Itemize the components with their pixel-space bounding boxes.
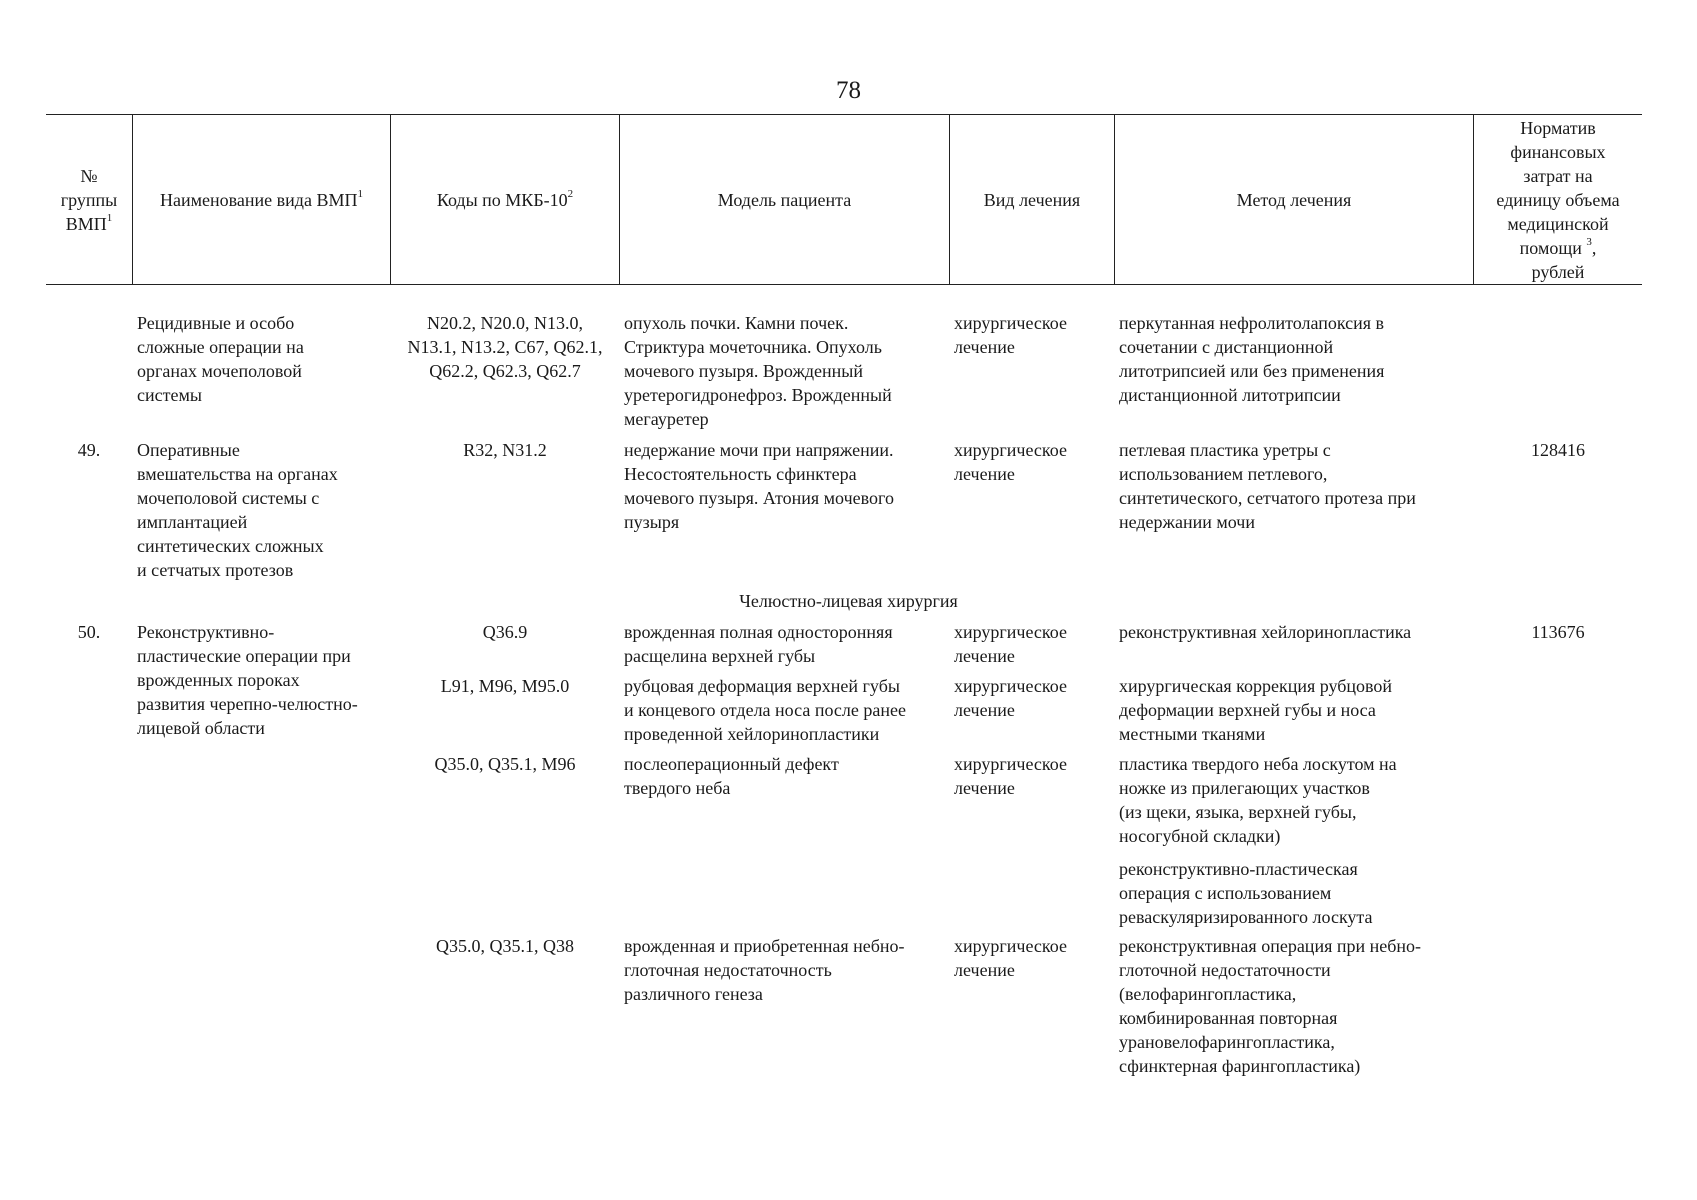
row-treatment-method — [1119, 311, 1471, 407]
cell-line: органах мочеполовой — [137, 361, 302, 381]
cell-line: хирургическое — [954, 622, 1067, 642]
row-patient-model — [624, 311, 946, 431]
cell-line: ножке из прилегающих участков — [1119, 778, 1370, 798]
cell-line: лечение — [954, 778, 1015, 798]
header-financial-norm — [1474, 115, 1642, 284]
row-treatment-type — [954, 311, 1112, 359]
cell-line: проведенной хейлоринопластики — [624, 724, 880, 744]
cell-line: использованием петлевого, — [1119, 464, 1328, 484]
row-financial-norm: 128416 — [1531, 440, 1585, 460]
row-group-number: 50. — [77, 622, 101, 642]
cell-line: системы — [137, 385, 202, 405]
cell-line: Q62.2, Q62.3, Q62.7 — [429, 361, 581, 381]
cell-line: пластика твердого неба лоскутом на — [1119, 754, 1397, 774]
cell-line: сфинктерная фарингопластика) — [1119, 1056, 1361, 1076]
cell-line: Несостоятельность сфинктера — [624, 464, 857, 484]
cell-line: лечение — [954, 960, 1015, 980]
cell-line: хирургическое — [954, 936, 1067, 956]
cell-line: недержание мочи при напряжении. — [624, 440, 894, 460]
cell-line: R32, N31.2 — [463, 440, 547, 460]
row-treatment-method — [1119, 752, 1471, 848]
cell-line: N20.2, N20.0, N13.0, — [427, 313, 583, 333]
cell-line: послеоперационный дефект — [624, 754, 839, 774]
row-patient-model — [624, 620, 946, 668]
cell-line: Q35.0, Q35.1, Q38 — [436, 936, 574, 956]
cell-line: лицевой области — [137, 718, 265, 738]
cell-line: комбинированная повторная — [1119, 1008, 1338, 1028]
cell-line: реконструктивная хейлоринопластика — [1119, 622, 1412, 642]
cell-line: уретерогидронефроз. Врожденный — [624, 385, 892, 405]
cell-line: (из щеки, языка, верхней губы, — [1119, 802, 1357, 822]
row-treatment-method-alt — [1119, 857, 1471, 929]
row-treatment-type — [954, 934, 1112, 982]
cell-line: урановелофарингопластика, — [1119, 1032, 1335, 1052]
cell-line: литотрипсией или без применения — [1119, 361, 1385, 381]
cell-line: (велофарингопластика, — [1119, 984, 1297, 1004]
row-treatment-method — [1119, 620, 1471, 644]
cell-line: петлевая пластика уретры с — [1119, 440, 1331, 460]
cell-line: хирургическое — [954, 313, 1067, 333]
row-treatment-type — [954, 438, 1112, 486]
footnote-mark: 1 — [357, 187, 363, 200]
cell-line: расщелина верхней губы — [624, 646, 816, 666]
header-text: рублей — [1531, 261, 1585, 282]
cell-line: Рецидивные и особо — [137, 313, 295, 333]
row-treatment-type — [954, 674, 1112, 722]
header-text: Наименование вида ВМП — [160, 189, 358, 210]
row-patient-model — [624, 752, 946, 800]
cell-line: и сетчатых протезов — [137, 560, 294, 580]
header-icd-codes — [391, 115, 619, 284]
row-icd-codes — [391, 311, 619, 383]
header-text: Вид лечения — [983, 189, 1081, 210]
row-vmp-name — [137, 620, 387, 740]
cell-line: перкутанная нефролитолапоксия в — [1119, 313, 1385, 333]
cell-line: Оперативные — [137, 440, 240, 460]
header-text: ВМП — [65, 213, 107, 234]
cell-line: хирургическое — [954, 754, 1067, 774]
cell-line: реконструктивная операция при небно- — [1119, 936, 1422, 956]
header-text: группы — [60, 189, 118, 210]
header-text — [61, 212, 118, 236]
cell-line: врожденных пороках — [137, 670, 300, 690]
cell-line: недержании мочи — [1119, 512, 1255, 532]
cell-line: Q36.9 — [482, 622, 528, 642]
header-text: Метод лечения — [1236, 189, 1352, 210]
cell-line: деформации верхней губы и носа — [1119, 700, 1376, 720]
cell-line: местными тканями — [1119, 724, 1266, 744]
cell-line: хирургическое — [954, 440, 1067, 460]
footnote-mark: 3 — [1586, 235, 1592, 248]
cell-line: мегауретер — [624, 409, 709, 429]
cell-line: операция с использованием — [1119, 883, 1332, 903]
cell-line: синтетических сложных — [137, 536, 324, 556]
cell-line: L91, M96, M95.0 — [440, 676, 570, 696]
header-text: затрат на — [1523, 165, 1593, 186]
header-treatment-type — [950, 115, 1114, 284]
cell-line: мочевого пузыря. Врожденный — [624, 361, 864, 381]
cell-line: Стриктура мочеточника. Опухоль — [624, 337, 882, 357]
row-icd-codes — [391, 438, 619, 462]
cell-line: врожденная полная односторонняя — [624, 622, 893, 642]
header-text: финансовых — [1510, 141, 1606, 162]
row-treatment-method — [1119, 934, 1471, 1078]
cell-line: лечение — [954, 337, 1015, 357]
header-text — [1496, 236, 1619, 260]
cell-line: хирургическая коррекция рубцовой — [1119, 676, 1393, 696]
row-patient-model — [624, 438, 946, 534]
row-icd-codes — [391, 674, 619, 698]
cell-line: твердого неба — [624, 778, 731, 798]
row-icd-codes — [391, 752, 619, 776]
row-vmp-name — [137, 438, 387, 582]
header-text: единицу объема — [1496, 189, 1620, 210]
cell-line: реваскуляризированного лоскута — [1119, 907, 1373, 927]
cell-line: сложные операции на — [137, 337, 304, 357]
header-text: № — [80, 165, 98, 186]
row-treatment-type — [954, 752, 1112, 800]
cell-line: имплантацией — [137, 512, 248, 532]
cell-line: глоточной недостаточности — [1119, 960, 1331, 980]
row-treatment-type — [954, 620, 1112, 668]
header-text: Коды по МКБ-10 — [436, 189, 568, 210]
header-text: помощи — [1519, 237, 1582, 258]
header-text: Норматив — [1520, 117, 1596, 138]
cell-line: пузыря — [624, 512, 680, 532]
row-group-number: 49. — [77, 440, 101, 460]
cell-line: различного генеза — [624, 984, 763, 1004]
cell-line: N13.1, N13.2, C67, Q62.1, — [407, 337, 603, 357]
header-patient-model — [620, 115, 949, 284]
cell-line: дистанционной литотрипсии — [1119, 385, 1341, 405]
table-header-bottom-rule — [46, 284, 1642, 285]
row-vmp-name — [137, 311, 387, 407]
cell-line: вмешательства на органах — [137, 464, 338, 484]
row-icd-codes — [391, 620, 619, 644]
header-vmp-name — [133, 115, 390, 284]
cell-line: глоточная недостаточность — [624, 960, 832, 980]
row-treatment-method — [1119, 438, 1471, 534]
row-icd-codes — [391, 934, 619, 958]
cell-line: синтетического, сетчатого протеза при — [1119, 488, 1416, 508]
cell-line: опухоль почки. Камни почек. — [624, 313, 849, 333]
header-group-number — [46, 115, 132, 284]
row-patient-model — [624, 934, 946, 1006]
cell-line: лечение — [954, 700, 1015, 720]
row-financial-norm: 113676 — [1531, 622, 1585, 642]
cell-line: Реконструктивно- — [137, 622, 275, 642]
row-treatment-method — [1119, 674, 1471, 746]
cell-line: сочетании с дистанционной — [1119, 337, 1334, 357]
page-number: 78 — [836, 77, 861, 104]
cell-line: носогубной складки) — [1119, 826, 1281, 846]
cell-line: развития черепно-челюстно- — [137, 694, 358, 714]
cell-line: Q35.0, Q35.1, M96 — [434, 754, 576, 774]
cell-line: мочевого пузыря. Атония мочевого — [624, 488, 894, 508]
row-patient-model — [624, 674, 946, 746]
cell-line: и концевого отдела носа после ранее — [624, 700, 906, 720]
section-title: Челюстно-лицевая хирургия — [739, 591, 958, 611]
header-text: Модель пациента — [717, 189, 852, 210]
header-text: медицинской — [1507, 213, 1609, 234]
cell-line: реконструктивно-пластическая — [1119, 859, 1358, 879]
footnote-mark: 2 — [567, 187, 574, 200]
cell-line: рубцовая деформация верхней губы — [624, 676, 900, 696]
cell-line: лечение — [954, 646, 1015, 666]
cell-line: мочеполовой системы с — [137, 488, 320, 508]
footnote-mark: 1 — [106, 211, 113, 224]
cell-line: пластические операции при — [137, 646, 351, 666]
cell-line: врожденная и приобретенная небно- — [624, 936, 905, 956]
cell-line: хирургическое — [954, 676, 1067, 696]
header-text: , — [1591, 237, 1597, 258]
header-treatment-method — [1115, 115, 1473, 284]
cell-line: лечение — [954, 464, 1015, 484]
